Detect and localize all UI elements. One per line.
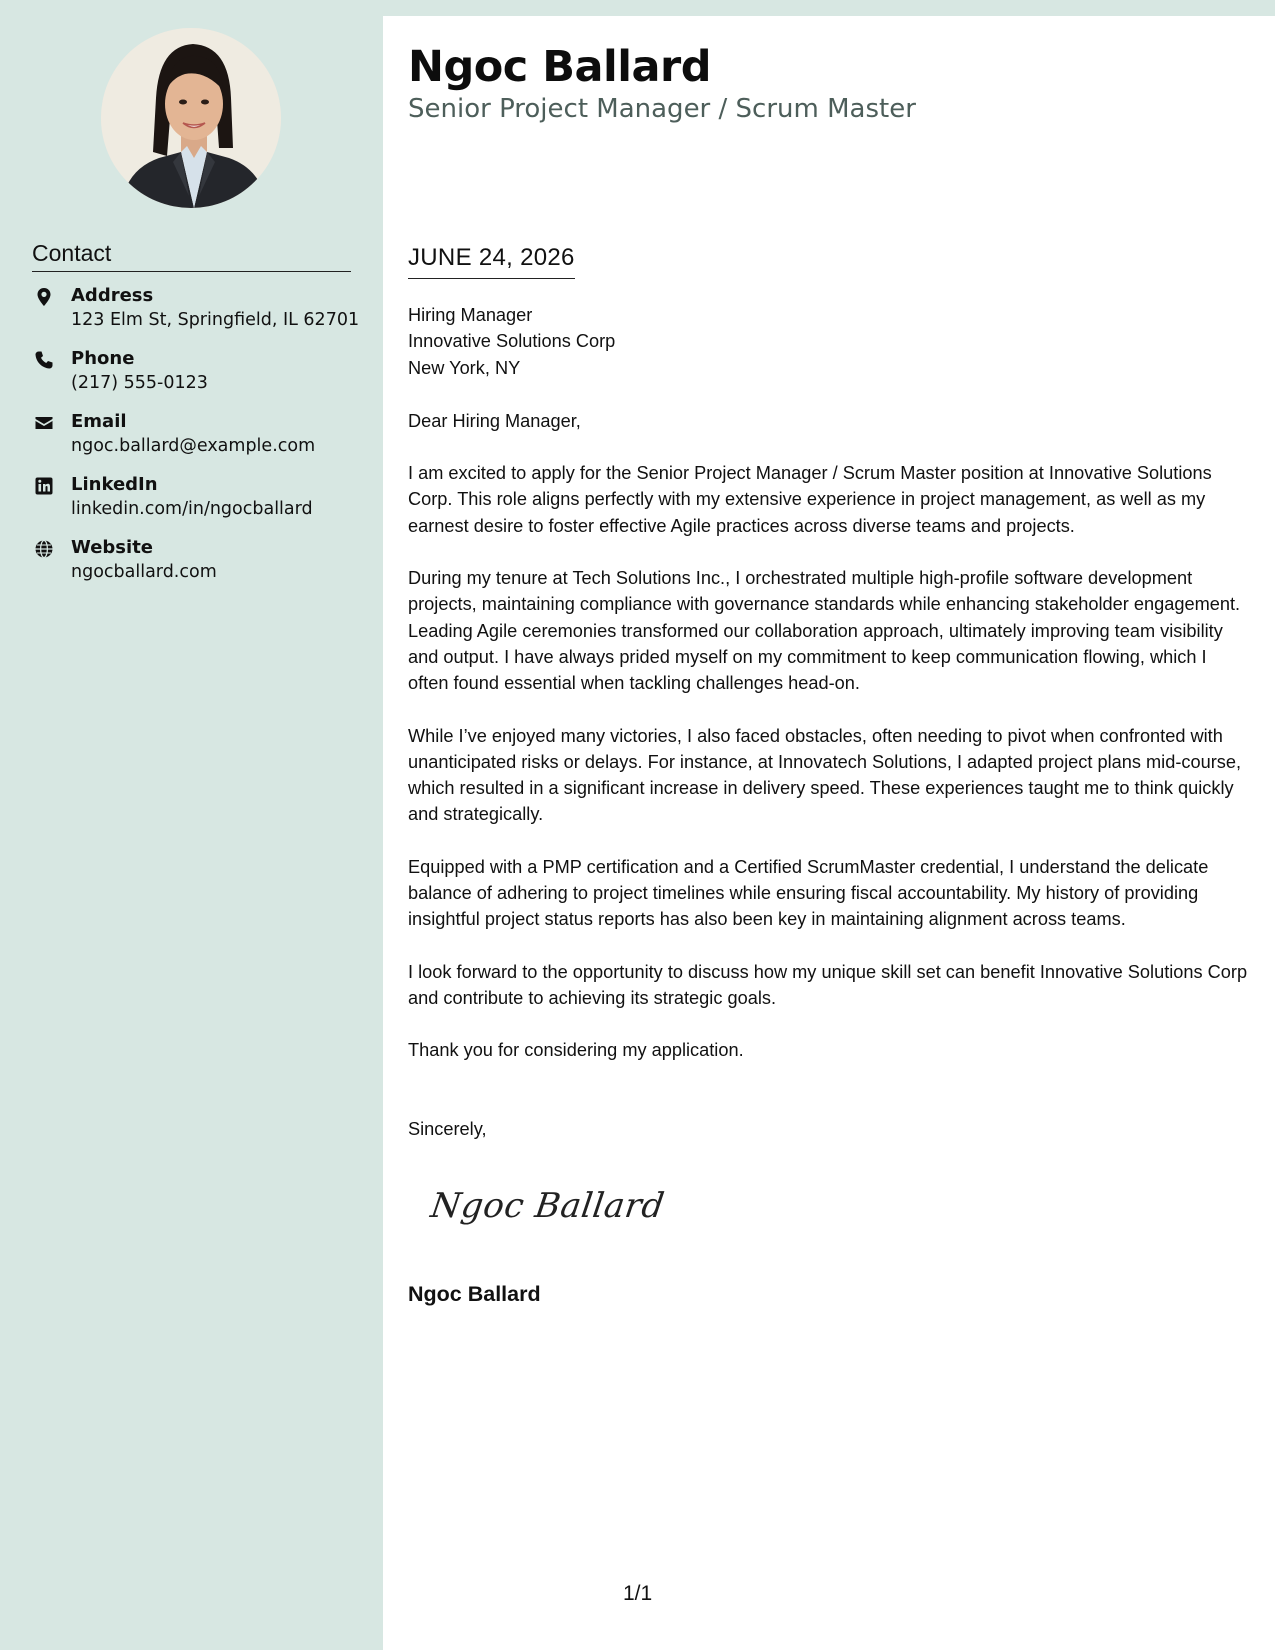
website-value[interactable]: ngocballard.com	[71, 562, 217, 582]
avatar	[101, 28, 281, 208]
page-title: Ngoc Ballard	[408, 42, 712, 92]
globe-icon	[34, 539, 54, 559]
email-label: Email	[71, 411, 127, 432]
email-value[interactable]: ngoc.ballard@example.com	[71, 436, 316, 456]
recipient-line: Innovative Solutions Corp	[408, 331, 616, 352]
signed-name: Ngoc Ballard	[408, 1282, 541, 1306]
salutation: Dear Hiring Manager,	[408, 410, 581, 431]
linkedin-icon	[34, 476, 54, 496]
closing: Sincerely,	[408, 1118, 487, 1139]
address-value: 123 Elm St, Springfield, IL 62701	[71, 310, 360, 330]
contact-item-linkedin	[32, 473, 362, 536]
contact-heading: Contact	[32, 240, 351, 272]
letter-paragraph: Thank you for considering my application.	[408, 1040, 744, 1061]
letter-main	[383, 16, 1275, 1650]
letter-date: JUNE 24, 2026	[408, 244, 575, 279]
phone-label: Phone	[71, 348, 135, 369]
envelope-icon	[34, 413, 54, 433]
address-label: Address	[71, 285, 154, 306]
letter-paragraph: I look forward to the opportunity to discuss how my unique skill set can benefit Innovative Solutions Corp and contribute to achieving its strategic goals.	[408, 961, 1248, 1008]
job-title: Senior Project Manager / Scrum Master	[408, 94, 916, 124]
contact-list	[32, 284, 362, 599]
contact-item-phone	[32, 347, 362, 410]
map-pin-icon	[34, 287, 54, 307]
contact-item-address	[32, 284, 362, 347]
website-label: Website	[71, 537, 154, 558]
linkedin-value[interactable]: linkedin.com/in/ngocballard	[71, 499, 313, 519]
phone-icon	[34, 350, 54, 370]
contact-item-website	[32, 536, 362, 599]
letter-paragraph: While I’ve enjoyed many victories, I also faced obstacles, often needing to pivot when confronted with unanticipated risks or delays. For instance, at Innovatech Solutions, I adapted project plans mid-course, which resulted in a significant increase in delivery speed. These experiences taught me to think quickly and strategically.	[408, 725, 1242, 825]
page-number: 1/1	[623, 1582, 653, 1605]
contact-item-email	[32, 410, 362, 473]
sidebar	[0, 0, 383, 1650]
handwritten-signature: Ngoc Ballard	[428, 1186, 667, 1226]
letter-paragraph: Equipped with a PMP certification and a Certified ScrumMaster credential, I understand the delicate balance of adhering to project timelines while ensuring fiscal accountability. My history of providing insightful project status reports has also been key in maintaining alignment across teams.	[408, 856, 1209, 930]
letter-paragraph: During my tenure at Tech Solutions Inc., I orchestrated multiple high-profile software development projects, maintaining compliance with governance standards while enhancing stakeholder engagement. Leading Agile ceremonies transformed our collaboration approach, ultimately improving team visibility and output. I have always prided myself on my commitment to keep communication flowing, which I often found essential when tackling challenges head-on.	[408, 568, 1241, 694]
letter-body	[408, 302, 1248, 1142]
avatar-photo	[101, 28, 281, 208]
linkedin-label: LinkedIn	[71, 474, 158, 495]
phone-value: (217) 555-0123	[71, 373, 208, 393]
recipient-line: New York, NY	[408, 357, 521, 378]
recipient-line: Hiring Manager	[408, 305, 533, 325]
letter-paragraph: I am excited to apply for the Senior Project Manager / Scrum Master position at Innovative Solutions Corp. This role aligns perfectly with my extensive experience in project management, as well as my earnest desire to foster effective Agile practices across diverse teams and projects.	[408, 463, 1212, 536]
recipient-block	[408, 302, 1248, 381]
